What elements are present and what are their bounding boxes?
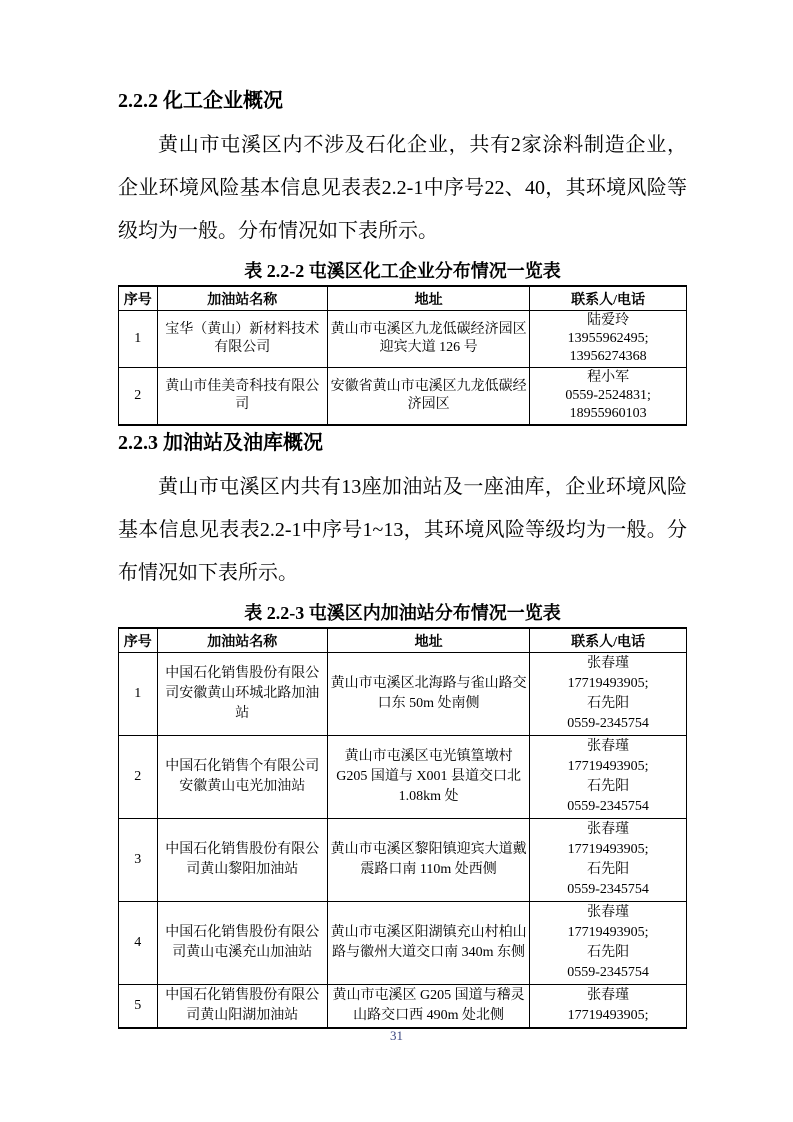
chemical-enterprises-table [118,285,687,426]
station-name-cell: 中国石化销售股份有限公司黄山屯溪充山加油站 [157,902,327,985]
table-row [119,736,687,819]
table-row [119,368,687,426]
row-no-cell: 5 [119,985,158,1029]
address-cell: 黄山市屯溪区黎阳镇迎宾大道戴震路口南 110m 处西侧 [328,819,530,902]
row-no-cell: 4 [119,902,158,985]
row-no-cell: 3 [119,819,158,902]
contact-line: 0559-2524831; [565,388,651,403]
contact-line: 石先阳 [587,862,630,877]
table-header-row [119,628,687,653]
contact-cell [530,368,687,426]
contact-cell [530,985,687,1029]
header-address: 地址 [328,286,530,311]
table-row [119,985,687,1029]
table-row [119,819,687,902]
address-cell: 黄山市屯溪区屯光镇篁墩村 G205 国道与 X001 县道交口北 1.08km 处 [328,736,530,819]
contact-line: 0559-2345754 [567,882,649,897]
contact-line: 陆爱玲 [587,313,630,328]
address-cell: 黄山市屯溪区 G205 国道与稽灵山路交口西 490m 处北侧 [328,985,530,1029]
station-name-cell: 中国石化销售股份有限公司黄山黎阳加油站 [157,819,327,902]
row-no-cell: 2 [119,368,158,426]
section-2-2-3-paragraph: 黄山市屯溪区内共有13座加油站及一座油库，企业环境风险基本信息见表表2.2-1中序号1~13，其环境风险等级均为一般。分布情况如下表所示。 [118,476,687,584]
table-2-2-2-caption: 表 2.2-2 屯溪区化工企业分布情况一览表 [244,261,561,281]
section-heading-2-2-2: 2.2.2 化工企业概况 [118,90,283,112]
contact-line: 18955960103 [569,406,647,421]
contact-cell [530,736,687,819]
address-cell: 黄山市屯溪区北海路与雀山路交口东 50m 处南侧 [328,653,530,736]
station-name-cell: 中国石化销售个有限公司安徽黄山屯光加油站 [157,736,327,819]
contact-line: 0559-2345754 [567,799,649,814]
station-name-cell: 中国石化销售股份有限公司黄山阳湖加油站 [157,985,327,1029]
table-row [119,902,687,985]
table-row [119,653,687,736]
section-heading-2-2-3: 2.2.3 加油站及油库概况 [118,432,323,454]
contact-line: 0559-2345754 [567,965,649,980]
contact-line: 17719493905; [567,676,649,691]
contact-line: 石先阳 [587,696,630,711]
contact-cell [530,653,687,736]
gas-stations-table [118,627,687,1029]
station-name-cell: 黄山市佳美奇科技有限公司 [157,368,327,426]
contact-line: 石先阳 [587,945,630,960]
contact-line: 张春瑾 [587,905,630,920]
contact-cell [530,819,687,902]
contact-cell [530,902,687,985]
contact-line: 13955962495; [567,331,649,346]
contact-line: 张春瑾 [587,739,630,754]
table-row [119,311,687,368]
table-2-2-3-caption: 表 2.2-3 屯溪区内加油站分布情况一览表 [244,603,561,623]
contact-line: 石先阳 [587,779,630,794]
contact-line: 张春瑾 [587,988,630,1003]
contact-line: 17719493905; [567,842,649,857]
address-cell: 黄山市屯溪区九龙低碳经济园区迎宾大道 126 号 [328,311,530,368]
contact-line: 张春瑾 [587,656,630,671]
station-name-cell: 宝华（黄山）新材料技术有限公司 [157,311,327,368]
row-no-cell: 2 [119,736,158,819]
section-2-2-2-paragraph: 黄山市屯溪区内不涉及石化企业，共有2家涂料制造企业，企业环境风险基本信息见表表2.2-1中序号22、40，其环境风险等级均为一般。分布情况如下表所示。 [118,134,687,242]
header-no: 序号 [119,286,158,311]
table-header-row [119,286,687,311]
contact-cell [530,311,687,368]
contact-line: 17719493905; [567,759,649,774]
page-content [118,0,687,1029]
header-no: 序号 [119,628,158,653]
header-contact: 联系人/电话 [530,286,687,311]
contact-line: 17719493905; [567,925,649,940]
header-address: 地址 [328,628,530,653]
contact-line: 17719493905; [567,1008,649,1023]
header-contact: 联系人/电话 [530,628,687,653]
station-name-cell: 中国石化销售股份有限公司安徽黄山环城北路加油站 [157,653,327,736]
header-station-name: 加油站名称 [157,286,327,311]
row-no-cell: 1 [119,311,158,368]
contact-line: 13956274368 [569,349,647,364]
header-station-name: 加油站名称 [157,628,327,653]
row-no-cell: 1 [119,653,158,736]
contact-line: 张春瑾 [587,822,630,837]
contact-line: 0559-2345754 [567,716,649,731]
contact-line: 程小军 [587,370,630,385]
address-cell: 黄山市屯溪区阳湖镇充山村柏山路与徽州大道交口南 340m 东侧 [328,902,530,985]
address-cell: 安徽省黄山市屯溪区九龙低碳经济园区 [328,368,530,426]
page-number: 31 [390,1028,403,1043]
